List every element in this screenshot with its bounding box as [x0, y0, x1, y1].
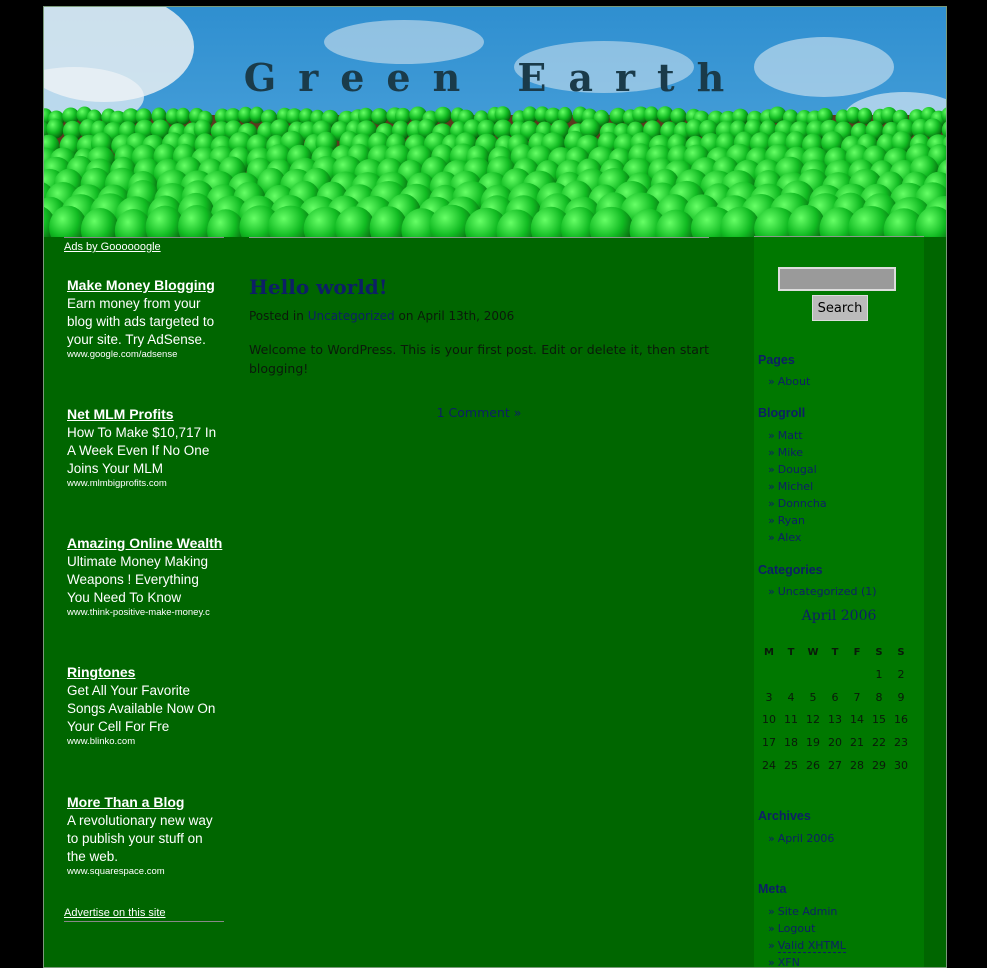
- link-label[interactable]: Dougal: [778, 463, 817, 476]
- calendar-day-header: M: [758, 641, 780, 663]
- calendar-week: [758, 754, 912, 777]
- ads-by-google-link[interactable]: Ads by Goooooogle: [64, 237, 224, 253]
- ad-title[interactable]: Ringtones: [67, 664, 222, 680]
- calendar-day: 20: [824, 731, 846, 754]
- meta-item[interactable]: [768, 954, 846, 968]
- comments-link[interactable]: 1 Comment »: [249, 405, 709, 420]
- calendar-day: 11: [780, 708, 802, 731]
- link-label[interactable]: Logout: [778, 922, 816, 935]
- calendar-day: 27: [824, 754, 846, 777]
- main-content: [249, 237, 709, 238]
- blogroll-item[interactable]: [768, 461, 827, 478]
- calendar-day: 26: [802, 754, 824, 777]
- post-date: on April 13th, 2006: [398, 309, 514, 323]
- calendar-day: 19: [802, 731, 824, 754]
- calendar-day-header: W: [802, 641, 824, 663]
- raquo-icon: »: [768, 956, 775, 968]
- link-label[interactable]: About: [778, 375, 811, 388]
- pages-list: [768, 373, 810, 390]
- calendar-day-header: F: [846, 641, 868, 663]
- calendar-day: 12: [802, 708, 824, 731]
- calendar-day-header: S: [868, 641, 890, 663]
- ad-url[interactable]: www.think-positive-make-money.c: [67, 607, 222, 618]
- blogroll-item[interactable]: [768, 478, 827, 495]
- link-label[interactable]: Donncha: [778, 497, 827, 510]
- ad-text: How To Make $10,717 In A Week Even If No One Joins Your MLM: [67, 424, 222, 478]
- sidebar-item-about[interactable]: [768, 373, 810, 390]
- search-input[interactable]: [778, 267, 896, 291]
- calendar-day: [802, 663, 824, 686]
- ad-text: A revolutionary new way to publish your stuff on the web.: [67, 812, 222, 866]
- tree-shape: [371, 108, 388, 125]
- ad-block[interactable]: [67, 277, 222, 360]
- calendar-day: 14: [846, 708, 868, 731]
- post-title[interactable]: Hello world!: [249, 275, 388, 299]
- raquo-icon: »: [768, 446, 775, 459]
- categories-list: [768, 583, 877, 600]
- link-label[interactable]: Site Admin: [778, 905, 838, 918]
- link-label[interactable]: Matt: [778, 429, 803, 442]
- calendar-day: 30: [890, 754, 912, 777]
- calendar-day: [780, 663, 802, 686]
- calendar-day: [758, 663, 780, 686]
- blogroll-item[interactable]: [768, 444, 827, 461]
- ad-text: Get All Your Favorite Songs Available Now On Your Cell For Fre: [67, 682, 222, 736]
- content-divider: [249, 237, 709, 238]
- calendar-day: 3: [758, 686, 780, 709]
- blogroll-item[interactable]: [768, 495, 827, 512]
- calendar-day: 16: [890, 708, 912, 731]
- raquo-icon: »: [768, 514, 775, 527]
- link-label[interactable]: Mike: [778, 446, 803, 459]
- calendar-day: 28: [846, 754, 868, 777]
- calendar-week: [758, 663, 912, 686]
- meta-item[interactable]: [768, 937, 846, 954]
- page-container: [43, 6, 947, 968]
- ad-title[interactable]: Amazing Online Wealth: [67, 535, 222, 551]
- calendar-day: 24: [758, 754, 780, 777]
- categories-heading: Categories: [758, 563, 823, 577]
- ads-column: [64, 237, 224, 253]
- calendar-day: 9: [890, 686, 912, 709]
- tree-shape: [435, 107, 452, 124]
- ad-block[interactable]: [67, 406, 222, 489]
- link-label[interactable]: Valid XHTML: [778, 939, 846, 953]
- link-label[interactable]: Alex: [778, 531, 802, 544]
- raquo-icon: »: [768, 463, 775, 476]
- meta-item[interactable]: [768, 920, 846, 937]
- tree-shape: [176, 108, 191, 125]
- sidebar: [754, 236, 924, 967]
- archive-item[interactable]: [768, 830, 834, 847]
- post-meta: [249, 309, 514, 323]
- calendar-day: 4: [780, 686, 802, 709]
- ad-title[interactable]: More Than a Blog: [67, 794, 222, 810]
- calendar-day: 8: [868, 686, 890, 709]
- raquo-icon: »: [768, 585, 775, 598]
- raquo-icon: »: [768, 531, 775, 544]
- raquo-icon: »: [768, 939, 775, 952]
- blogroll-item[interactable]: [768, 512, 827, 529]
- ad-block[interactable]: [67, 794, 222, 877]
- ad-url[interactable]: www.mlmbigprofits.com: [67, 478, 222, 489]
- calendar-day: 1: [868, 663, 890, 686]
- post-body: Welcome to WordPress. This is your first post. Edit or delete it, then start blogging!: [249, 340, 709, 378]
- calendar-day: 2: [890, 663, 912, 686]
- calendar-day: 29: [868, 754, 890, 777]
- site-title[interactable]: Green Earth: [44, 55, 946, 100]
- link-label[interactable]: Uncategorized (1): [778, 585, 877, 598]
- calendar-day: [846, 663, 868, 686]
- advertise-link[interactable]: Advertise on this site: [64, 907, 224, 922]
- calendar-week: [758, 731, 912, 754]
- link-label[interactable]: April 2006: [778, 832, 835, 845]
- calendar-day: 21: [846, 731, 868, 754]
- blogroll-heading: Blogroll: [758, 406, 805, 420]
- raquo-icon: »: [768, 905, 775, 918]
- calendar-table: [758, 641, 912, 776]
- calendar-day: 17: [758, 731, 780, 754]
- archives-list: [768, 830, 834, 847]
- calendar-day: 18: [780, 731, 802, 754]
- calendar-day: 23: [890, 731, 912, 754]
- link-label[interactable]: Michel: [778, 480, 813, 493]
- calendar-day[interactable]: 13: [824, 708, 846, 731]
- link-label[interactable]: XFN: [778, 956, 800, 968]
- calendar-week: [758, 686, 912, 709]
- raquo-icon: »: [768, 497, 775, 510]
- blogroll-item[interactable]: [768, 529, 827, 546]
- calendar-day: 22: [868, 731, 890, 754]
- calendar-day: 25: [780, 754, 802, 777]
- calendar-day-header: T: [824, 641, 846, 663]
- meta-heading: Meta: [758, 882, 786, 896]
- calendar-day: [824, 663, 846, 686]
- pages-heading: Pages: [758, 353, 795, 367]
- ad-title[interactable]: Make Money Blogging: [67, 277, 222, 293]
- header-banner: [44, 7, 946, 237]
- blogroll-list: [768, 427, 827, 546]
- category-item[interactable]: [768, 583, 877, 600]
- link-label[interactable]: Ryan: [778, 514, 805, 527]
- blogroll-item[interactable]: [768, 427, 827, 444]
- raquo-icon: »: [768, 922, 775, 935]
- meta-list: [768, 903, 846, 968]
- ad-block[interactable]: [67, 664, 222, 747]
- forest-banner-image: [44, 7, 946, 237]
- calendar-day-header: T: [780, 641, 802, 663]
- search-button[interactable]: Search: [812, 295, 868, 321]
- ad-title[interactable]: Net MLM Profits: [67, 406, 222, 422]
- ad-block[interactable]: [67, 535, 222, 618]
- raquo-icon: »: [768, 429, 775, 442]
- raquo-icon: »: [768, 480, 775, 493]
- calendar-day: 6: [824, 686, 846, 709]
- calendar-week: [758, 708, 912, 731]
- calendar-day: 7: [846, 686, 868, 709]
- raquo-icon: »: [768, 375, 775, 388]
- calendar-day: 15: [868, 708, 890, 731]
- archives-heading: Archives: [758, 809, 811, 823]
- calendar-day-header: S: [890, 641, 912, 663]
- ad-text: Ultimate Money Making Weapons ! Everything You Need To Know: [67, 553, 222, 607]
- calendar-title: April 2006: [754, 608, 924, 624]
- ad-url[interactable]: www.squarespace.com: [67, 866, 222, 877]
- ad-url[interactable]: www.google.com/adsense: [67, 349, 222, 360]
- post-category-link[interactable]: Uncategorized: [308, 309, 395, 323]
- calendar-day: 10: [758, 708, 780, 731]
- post-meta-prefix: Posted in: [249, 309, 304, 323]
- ad-text: Earn money from your blog with ads targeted to your site. Try AdSense.: [67, 295, 222, 349]
- ad-url[interactable]: www.blinko.com: [67, 736, 222, 747]
- raquo-icon: »: [768, 832, 775, 845]
- calendar-day: 5: [802, 686, 824, 709]
- meta-item[interactable]: [768, 903, 846, 920]
